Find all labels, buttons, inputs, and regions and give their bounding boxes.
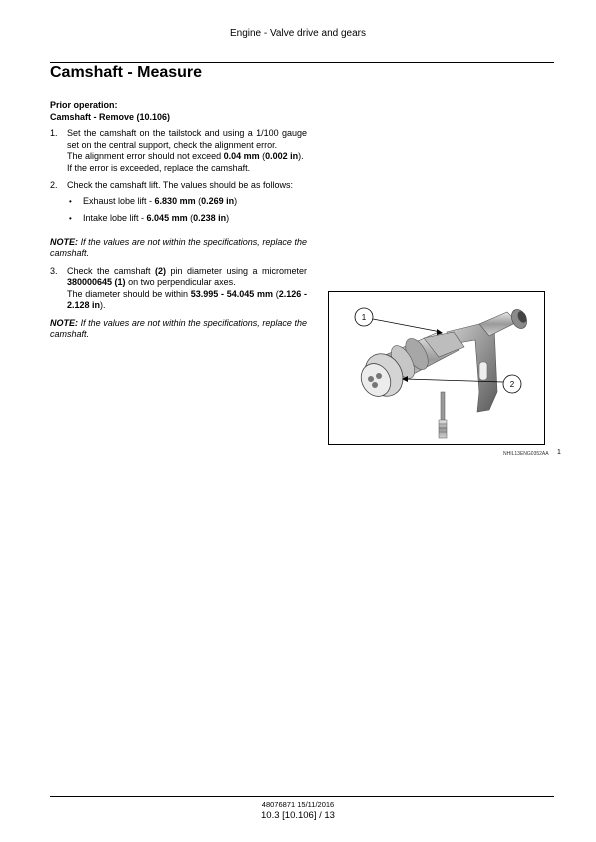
step-text: Check the camshaft lift. The values should be as follows: xyxy=(67,180,293,190)
step-text: If the error is exceeded, replace the camshaft. xyxy=(67,162,251,173)
callout-1-leader xyxy=(373,319,441,332)
camshaft-micrometer-illustration xyxy=(329,292,544,444)
step-1 xyxy=(50,128,307,174)
step-spec: The diameter should be within 53.995 - 54.045 mm (2.126 - 2.128 in). xyxy=(67,288,307,310)
page-header: Engine - Valve drive and gears xyxy=(229,28,366,39)
list-item: • Intake lobe lift - 6.045 mm (0.238 in) xyxy=(69,213,230,223)
figure-frame xyxy=(328,291,545,445)
prior-operation-link[interactable]: Camshaft - Remove (10.106) xyxy=(50,112,171,122)
step-3 xyxy=(50,266,307,312)
prior-operation-label: Prior operation: xyxy=(50,100,118,110)
header-rule xyxy=(50,62,554,63)
step-number: 2. xyxy=(50,180,58,190)
footer-rule xyxy=(50,796,554,797)
note-2: NOTE: If the values are not within the specifications, replace the camshaft. xyxy=(50,317,307,339)
step-number: 3. xyxy=(50,265,58,276)
prior-operation xyxy=(50,99,170,123)
note-1: NOTE: If the values are not within the specifications, replace the camshaft. xyxy=(50,236,307,258)
procedure-body xyxy=(50,128,307,347)
bullet-icon: • xyxy=(69,196,72,206)
step-text: Set the camshaft on the tailstock and using a 1/100 gauge set on the central support, check the alignment error. xyxy=(67,128,307,150)
step-2 xyxy=(50,180,307,231)
footer-doc-info: 48076871 15/11/2016 xyxy=(261,800,335,809)
figure-caption: NHIL13ENG0352AA xyxy=(503,451,549,457)
list-item: • Exhaust lobe lift - 6.830 mm (0.269 in) xyxy=(69,195,238,206)
page-title: Camshaft - Measure xyxy=(50,64,203,81)
figure-number: 1 xyxy=(557,449,561,456)
step-number: 1. xyxy=(50,128,58,138)
step-spec: The alignment error should not exceed 0.04 mm (0.002 in). xyxy=(67,151,304,161)
callout-1-label: 1 xyxy=(361,313,367,322)
step-text: Check the camshaft (2) pin diameter using a micrometer 380000645 (1) on two perpendicular axes. xyxy=(67,265,307,287)
callout-2-label: 2 xyxy=(509,380,515,389)
bullet-icon: • xyxy=(69,214,72,223)
footer-page-number: 10.3 [10.106] / 13 xyxy=(261,810,335,821)
